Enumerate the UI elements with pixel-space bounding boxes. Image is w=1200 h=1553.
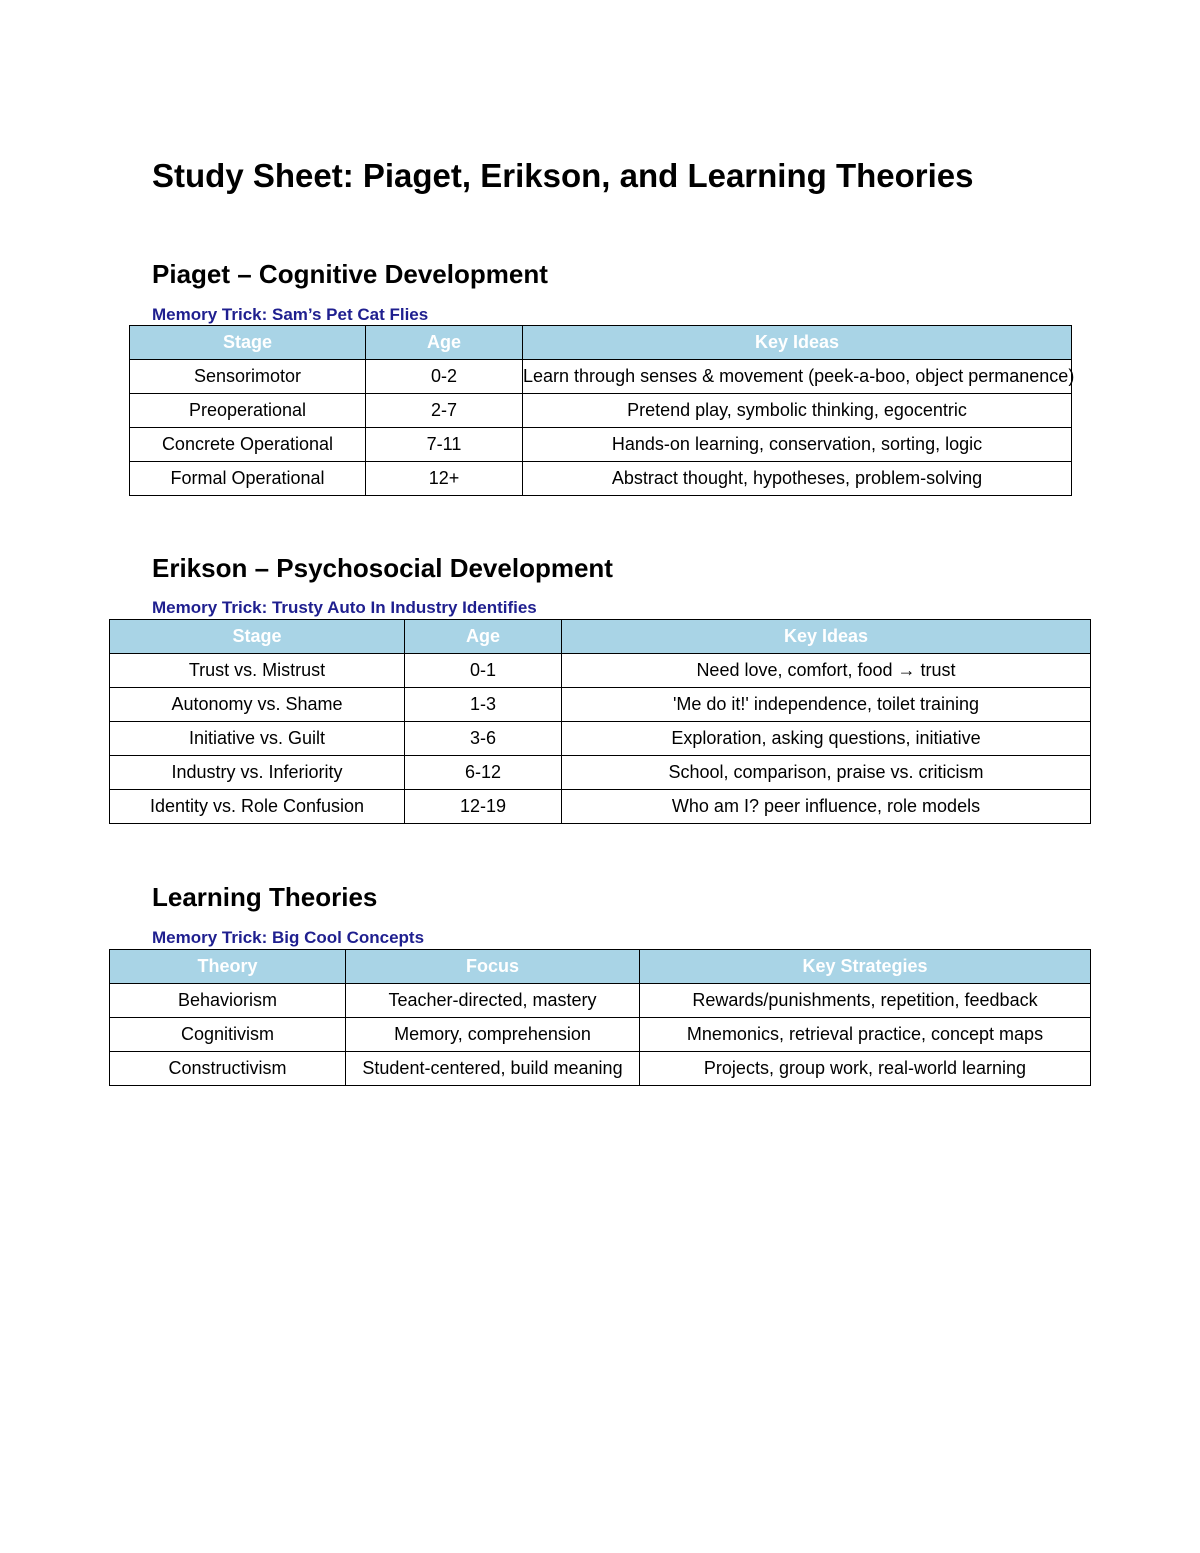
column-header-focus: Focus	[346, 950, 640, 984]
cell-age: 12-19	[405, 790, 562, 824]
cell-key-ideas: Hands-on learning, conservation, sorting, logic	[523, 428, 1072, 462]
column-header-age: Age	[405, 620, 562, 654]
table-row	[110, 984, 1091, 1018]
cell-age: 3-6	[405, 722, 562, 756]
learning-heading: Learning Theories	[152, 882, 378, 912]
cell-key-ideas: Learn through senses & movement (peek-a-boo, object permanence)	[523, 360, 1072, 394]
cell-key-ideas: 'Me do it!' independence, toilet training	[562, 688, 1091, 722]
cell-theory: Behaviorism	[110, 984, 346, 1018]
cell-key-ideas: Pretend play, symbolic thinking, egocentric	[523, 394, 1072, 428]
cell-age: 2-7	[366, 394, 523, 428]
cell-age: 7-11	[366, 428, 523, 462]
cell-focus: Memory, comprehension	[346, 1018, 640, 1052]
table-header-row	[110, 620, 1091, 654]
cell-key-strategies: Rewards/punishments, repetition, feedback	[640, 984, 1091, 1018]
column-header-theory: Theory	[110, 950, 346, 984]
cell-stage: Concrete Operational	[130, 428, 366, 462]
cell-stage: Sensorimotor	[130, 360, 366, 394]
column-header-key-ideas: Key Ideas	[523, 326, 1072, 360]
table-row	[110, 790, 1091, 824]
cell-stage: Formal Operational	[130, 462, 366, 496]
table-row	[110, 688, 1091, 722]
table-row	[110, 654, 1091, 688]
cell-age: 12+	[366, 462, 523, 496]
cell-age: 1-3	[405, 688, 562, 722]
cell-focus: Student-centered, build meaning	[346, 1052, 640, 1086]
column-header-stage: Stage	[130, 326, 366, 360]
cell-stage: Trust vs. Mistrust	[110, 654, 405, 688]
cell-key-ideas: Need love, comfort, food → trust	[562, 654, 1091, 688]
table-row	[110, 722, 1091, 756]
erikson-heading: Erikson – Psychosocial Development	[152, 553, 613, 583]
cell-stage: Industry vs. Inferiority	[110, 756, 405, 790]
cell-theory: Cognitivism	[110, 1018, 346, 1052]
cell-key-ideas: Exploration, asking questions, initiative	[562, 722, 1091, 756]
cell-stage: Identity vs. Role Confusion	[110, 790, 405, 824]
cell-key-ideas: Who am I? peer influence, role models	[562, 790, 1091, 824]
cell-key-strategies: Mnemonics, retrieval practice, concept maps	[640, 1018, 1091, 1052]
cell-key-strategies: Projects, group work, real-world learning	[640, 1052, 1091, 1086]
piaget-memory-trick: Memory Trick: Sam’s Pet Cat Flies	[152, 305, 429, 324]
cell-key-ideas: Abstract thought, hypotheses, problem-solving	[523, 462, 1072, 496]
cell-stage: Initiative vs. Guilt	[110, 722, 405, 756]
cell-age: 0-1	[405, 654, 562, 688]
erikson-table	[109, 619, 1091, 824]
table-row	[130, 428, 1072, 462]
cell-age: 6-12	[405, 756, 562, 790]
erikson-memory-trick: Memory Trick: Trusty Auto In Industry Identifies	[152, 598, 537, 617]
cell-age: 0-2	[366, 360, 523, 394]
table-row	[130, 462, 1072, 496]
table-row	[110, 1018, 1091, 1052]
learning-table	[109, 949, 1091, 1086]
table-row	[130, 394, 1072, 428]
learning-memory-trick: Memory Trick: Big Cool Concepts	[152, 928, 425, 947]
column-header-stage: Stage	[110, 620, 405, 654]
table-row	[130, 360, 1072, 394]
cell-focus: Teacher-directed, mastery	[346, 984, 640, 1018]
cell-theory: Constructivism	[110, 1052, 346, 1086]
piaget-heading: Piaget – Cognitive Development	[152, 259, 548, 289]
cell-stage: Autonomy vs. Shame	[110, 688, 405, 722]
table-header-row	[110, 950, 1091, 984]
table-row	[110, 1052, 1091, 1086]
cell-stage: Preoperational	[130, 394, 366, 428]
cell-key-ideas: School, comparison, praise vs. criticism	[562, 756, 1091, 790]
column-header-key-strategies: Key Strategies	[640, 950, 1091, 984]
table-header-row	[130, 326, 1072, 360]
column-header-key-ideas: Key Ideas	[562, 620, 1091, 654]
table-row	[110, 756, 1091, 790]
piaget-table	[129, 325, 1075, 496]
column-header-age: Age	[366, 326, 523, 360]
page-title: Study Sheet: Piaget, Erikson, and Learning Theories	[152, 157, 974, 194]
